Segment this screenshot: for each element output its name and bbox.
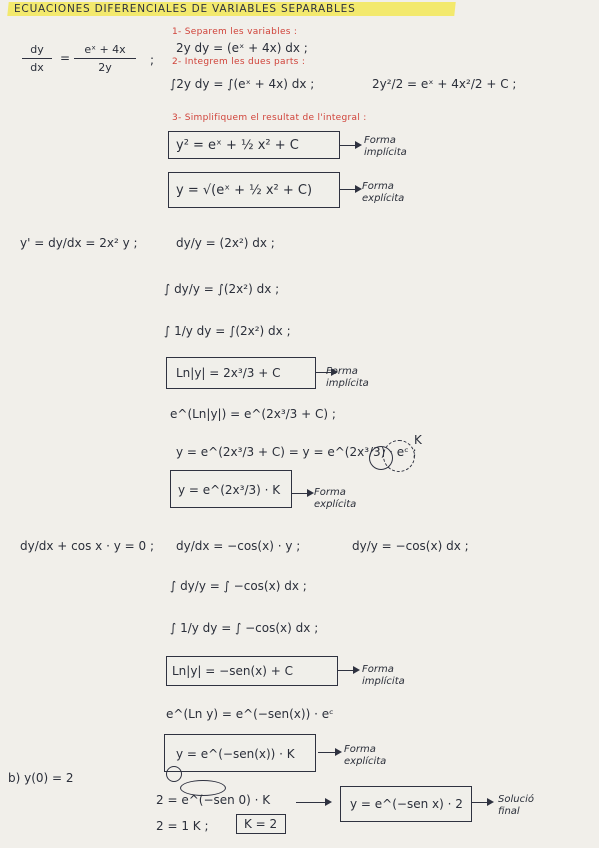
ex1-semicolon: ; [150, 53, 155, 67]
ex1-implicit-arrow [340, 145, 360, 146]
ex1-implicit-equation: y² = eˣ + ½ x² + C [176, 138, 299, 153]
ex3-condition-1: 2 = e^(−sen 0) · K [156, 793, 271, 807]
ex1-equals: = [60, 51, 71, 65]
ex3-explicit-arrow [318, 752, 340, 753]
ex3-step-1: dy/dx = −cos(x) · y ; [176, 539, 301, 553]
ex2-ec-outer-circle [383, 440, 415, 472]
ex3-k-result: K = 2 [244, 817, 278, 831]
ex1-step1-label: 1- Separem les variables : [172, 27, 298, 37]
ex3-explicit-label: Forma explícita [344, 744, 387, 767]
ex2-implicit-label: Forma implícita [326, 366, 369, 389]
ex1-explicit-label: Forma explícita [362, 181, 405, 204]
ex1-rhs-den: 2y [98, 61, 112, 74]
ex1-implicit-label: Forma implícita [364, 135, 407, 158]
ex1-step2-result: 2y²/2 = eˣ + 4x²/2 + C ; [372, 77, 517, 91]
ex3-equation: dy/dx + cos x · y = 0 ; [20, 539, 154, 553]
ex1-explicit-equation: y = √(eˣ + ½ x² + C) [176, 183, 313, 198]
ex3-final-arrow-out [472, 802, 492, 803]
ex1-step2-equation: ∫2y dy = ∫(eˣ + 4x) dx ; [170, 77, 315, 91]
ex1-step2-label: 2- Integrem les dues parts : [172, 57, 306, 67]
ex3-implicit-label: Forma implícita [362, 664, 405, 687]
ex3-final-equation: y = e^(−sen x) · 2 [350, 797, 463, 811]
ex2-integral-1: ∫ dy/y = ∫(2x²) dx ; [164, 282, 280, 296]
ex2-separated: dy/y = (2x²) dx ; [176, 236, 275, 250]
ex2-k-label: K [414, 433, 422, 447]
ex3-condition-2: 2 = 1 K ; [156, 819, 209, 833]
ex1-lhs-den: dx [30, 61, 44, 74]
ex2-exponentiate-1: e^(Ln|y|) = e^(2x³/3 + C) ; [170, 407, 336, 421]
ex1-lhs-num: dy [30, 43, 44, 56]
ex2-integral-2: ∫ 1/y dy = ∫(2x²) dx ; [164, 324, 291, 338]
ex3-step-2: dy/y = −cos(x) dx ; [352, 539, 469, 553]
ex3-explicit-equation: y = e^(−sen(x)) · K [176, 747, 295, 761]
ex2-explicit-equation: y = e^(2x³/3) · K [178, 483, 281, 497]
ex2-equation: y' = dy/dx = 2x² y ; [20, 236, 138, 250]
ex3-exponentiate: e^(Ln y) = e^(−sen(x)) · eᶜ [166, 707, 334, 721]
ex2-explicit-label: Forma explícita [314, 487, 357, 510]
ex3-e-circle [166, 766, 182, 782]
ex2-exponentiate-2: y = e^(2x³/3 + C) = y = e^(2x³/3) · eᶜ ; [176, 445, 417, 459]
ex3-integral-2: ∫ 1/y dy = ∫ −cos(x) dx ; [170, 621, 319, 635]
ex2-implicit-equation: Ln|y| = 2x³/3 + C [176, 366, 281, 380]
ex3-final-label: Solució final [498, 794, 534, 817]
page-title: ECUACIONES DIFERENCIALES DE VARIABLES SEPARABLES [14, 3, 356, 15]
ex1-rhs-fraction [74, 44, 136, 73]
ex1-lhs-fraction [22, 44, 52, 73]
ex3-integral-1: ∫ dy/y = ∫ −cos(x) dx ; [170, 579, 307, 593]
ex1-step3-label: 3- Simplifiquem el resultat de l'integral : [172, 113, 367, 123]
ex1-step1-equation: 2y dy = (eˣ + 4x) dx ; [176, 41, 308, 55]
ex3-final-arrow-in [296, 802, 330, 803]
ex3-implicit-arrow [338, 670, 358, 671]
ex1-rhs-num: eˣ + 4x [84, 43, 126, 56]
ex2-explicit-arrow [292, 493, 312, 494]
ex3-implicit-equation: Ln|y| = −sen(x) + C [172, 664, 293, 678]
ex1-explicit-arrow [340, 189, 360, 190]
ex3-part-b: b) y(0) = 2 [8, 771, 74, 785]
